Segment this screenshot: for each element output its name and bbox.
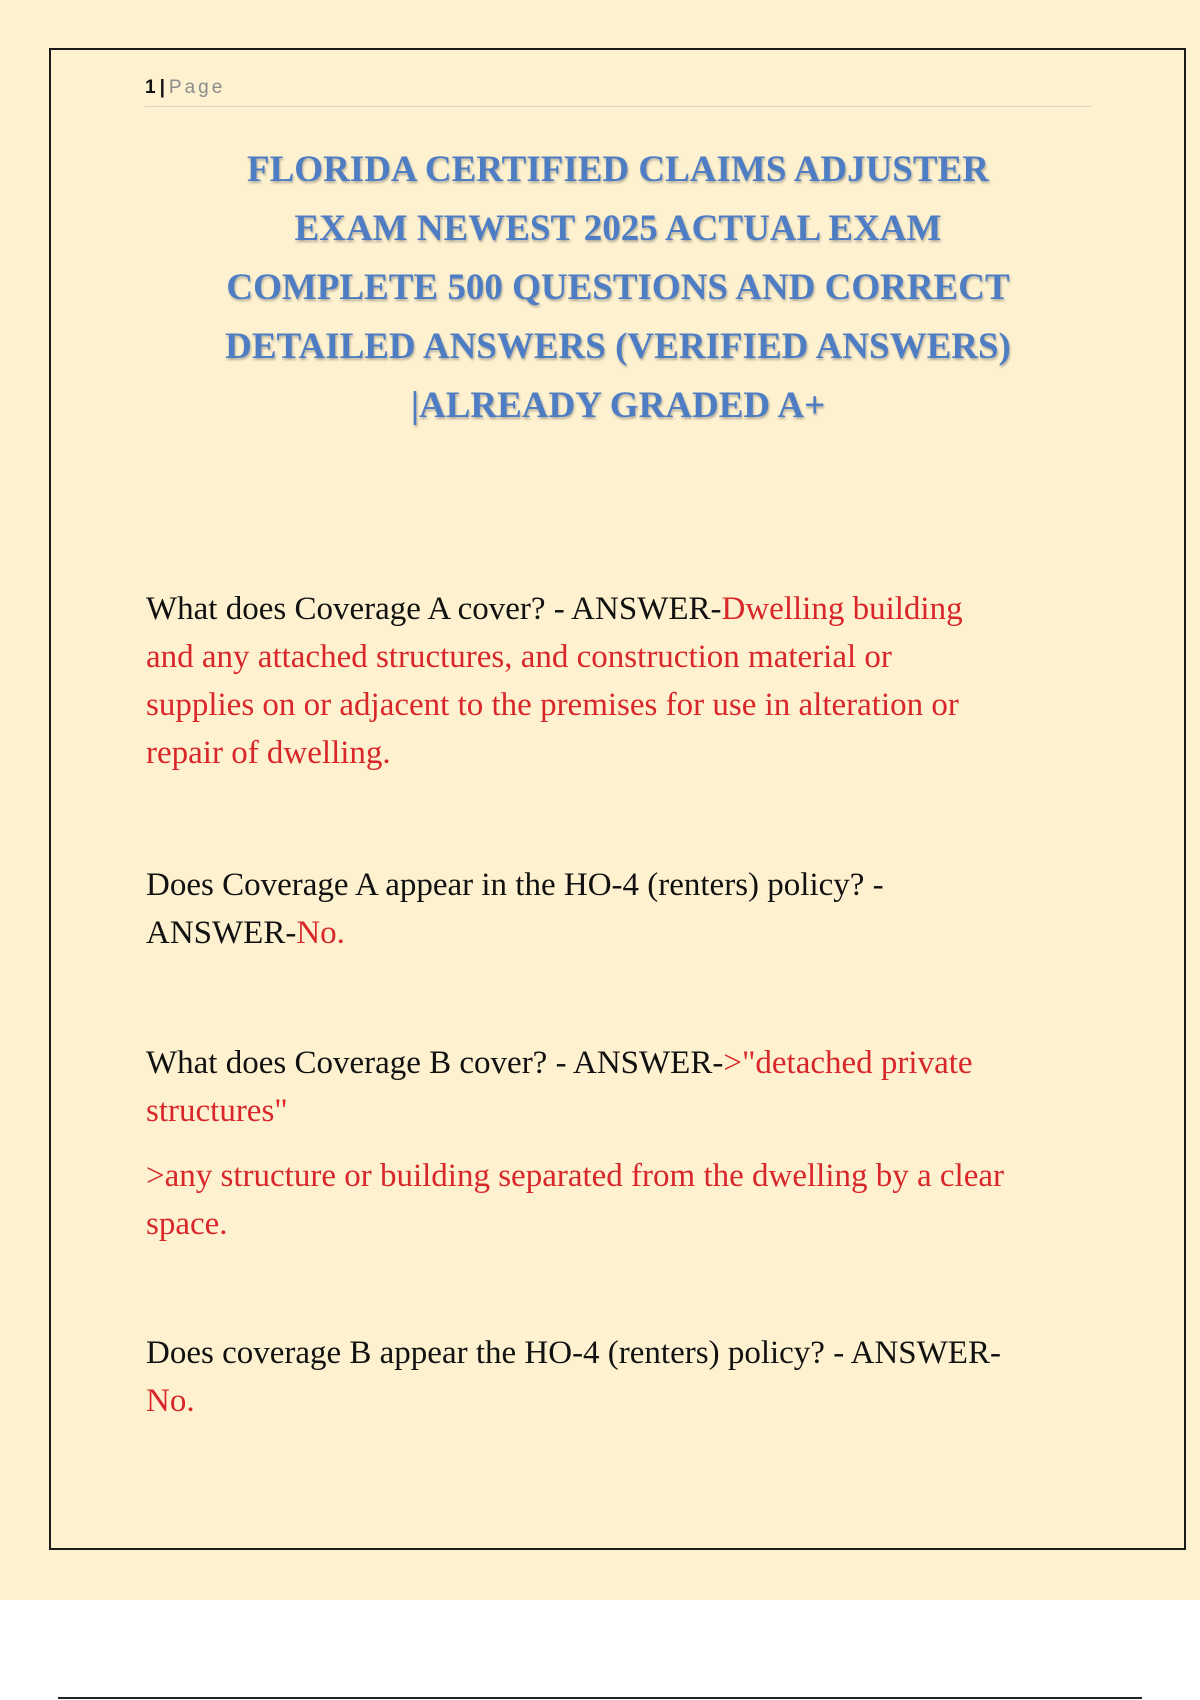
answer-text: space.	[146, 1206, 228, 1242]
qa-line	[146, 1087, 1096, 1135]
qa-item-coverage-b-ho4	[146, 1329, 1096, 1425]
header-separator: |	[159, 77, 165, 98]
answer-text: and any attached structures, and construction material or	[146, 639, 892, 675]
title-line: DETAILED ANSWERS (VERIFIED ANSWERS)	[225, 326, 1011, 367]
answer-text: structures"	[146, 1093, 288, 1129]
title-line: COMPLETE 500 QUESTIONS AND CORRECT	[226, 267, 1010, 308]
question-text: Does Coverage A appear in the HO-4 (renters) policy? -	[146, 867, 884, 903]
answer-text: supplies on or adjacent to the premises for use in alteration or	[146, 687, 959, 723]
title-line: EXAM NEWEST 2025 ACTUAL EXAM	[294, 208, 942, 249]
qa-line	[146, 861, 1096, 909]
qa-item-coverage-a-ho4	[146, 861, 1096, 957]
title-line: |ALREADY GRADED A+	[410, 385, 826, 426]
qa-line	[146, 729, 1096, 777]
answer-text: No.	[296, 915, 345, 951]
answer-text: repair of dwelling.	[146, 735, 391, 771]
document-title	[150, 140, 1086, 435]
title-line: FLORIDA CERTIFIED CLAIMS ADJUSTER	[247, 149, 989, 190]
qa-line	[146, 585, 1096, 633]
qa-line	[146, 909, 1096, 957]
qa-item-coverage-b-detail	[146, 1152, 1096, 1248]
question-text: What does Coverage A cover? - ANSWER-	[146, 591, 722, 627]
qa-line	[146, 1329, 1096, 1377]
question-text: What does Coverage B cover? - ANSWER-	[146, 1045, 724, 1081]
qa-item-coverage-a	[146, 585, 1096, 777]
question-text: Does coverage B appear the HO-4 (renters) policy? - ANSWER-	[146, 1335, 1001, 1371]
qa-line	[146, 681, 1096, 729]
answer-text: Dwelling building	[721, 591, 963, 627]
question-text: ANSWER-	[146, 915, 297, 951]
page-label: Page	[168, 77, 226, 98]
qa-line	[146, 633, 1096, 681]
qa-line	[146, 1377, 1096, 1425]
page-header	[145, 74, 1091, 107]
page-number: 1	[145, 77, 156, 98]
answer-text: >any structure or building separated from the dwelling by a clear	[146, 1158, 1004, 1194]
answer-text: No.	[146, 1383, 195, 1419]
qa-item-coverage-b	[146, 1039, 1096, 1135]
qa-line	[146, 1039, 1096, 1087]
footer-divider	[58, 1697, 1142, 1699]
answer-text: >"detached private	[723, 1045, 973, 1081]
